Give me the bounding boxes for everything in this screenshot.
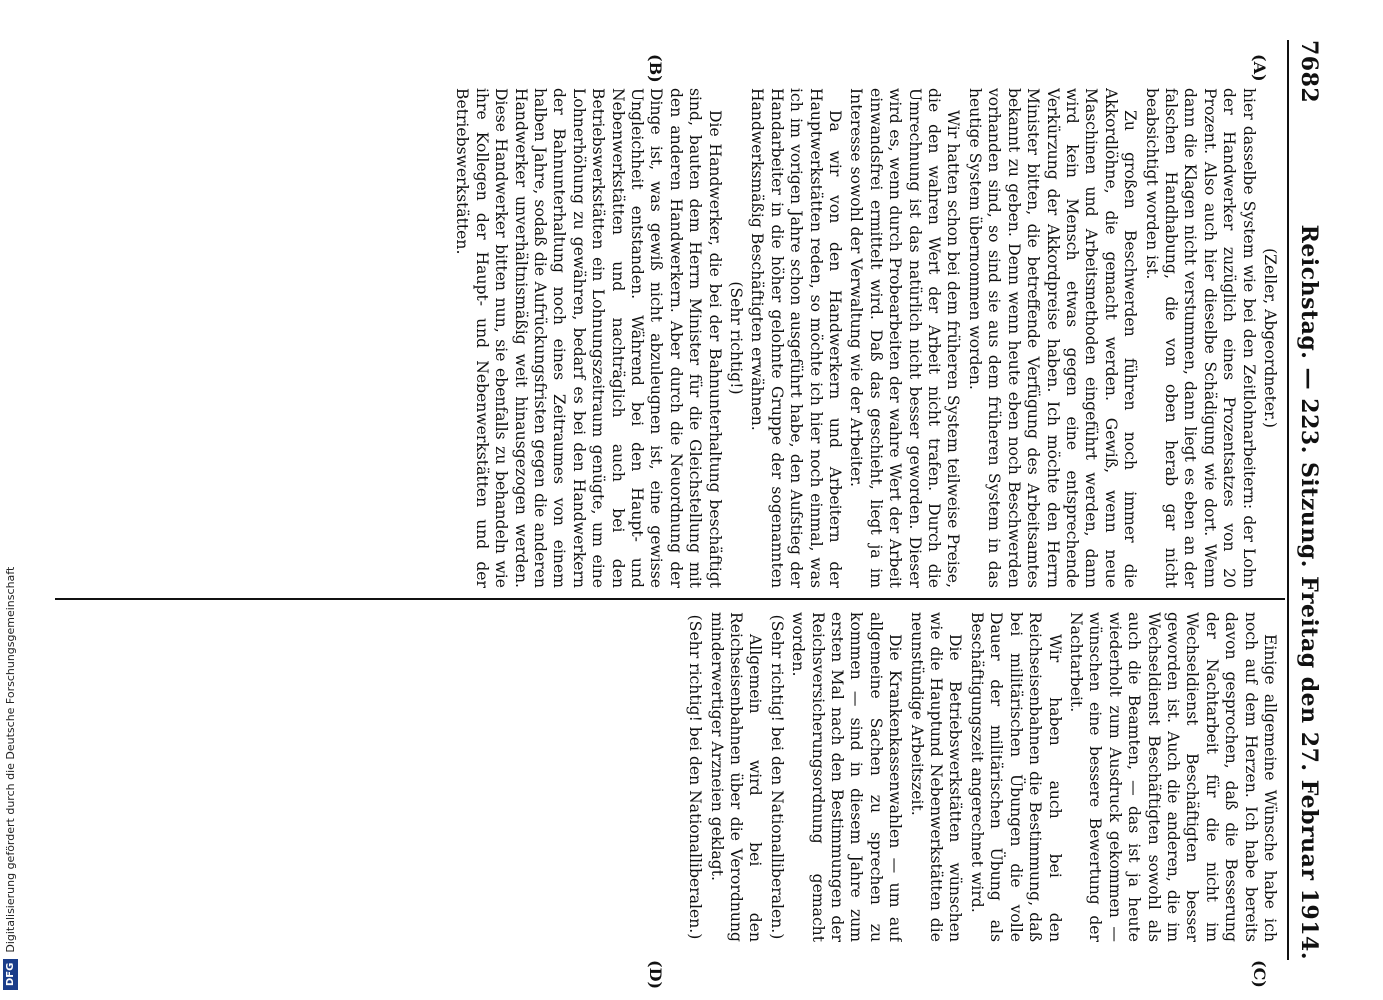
funding-text: Digitalisierung gefördert durch die Deutsche Forschungsgemeinschaft: [4, 566, 17, 953]
margin-letter-d: (D): [646, 960, 665, 990]
right-text-column: [39, 612, 1279, 942]
interjection: (Sehr richtig! bei den Nationalliberalen.): [767, 614, 786, 940]
interjection: (Sehr richtig!): [727, 281, 746, 395]
paragraph: hier dasselbe System wie bei den Zeitlohnarbeitern: der Lohn der Handwerker zuzüglich eines Prozentsatzes von 20 Prozent. Also auch hier dieselbe Schädigung wie dort. Wenn dann die Klagen nicht verstummen, dann liegt es eben an der falschen Handhabung, die von oben herab gar nicht beabsichtigt worden ist.: [1142, 88, 1258, 588]
header-rule: [1287, 40, 1289, 960]
paragraph: Allgemein wird bei den Reichseisenbahnen über die Verordnung minderwertiger Arzneien geklagt.: [707, 612, 765, 942]
interjection: (Sehr richtig! bei den Nationalliberalen.): [686, 614, 705, 940]
paragraph: Die Krankenkassenwahlen — um auf allgemeine Sachen zu sprechen zu kommen — sind in diesem Jahre zum ersten Mal nach den Bestimmungen der Reichsversicherungsordnung gemacht worden.: [789, 612, 905, 942]
paragraph: Zu großen Beschwerden führen noch immer die Akkordlöhne, die gemacht werden. Gewiß, wenn neue Maschinen und Arbeitsmethoden eingeführt werden, dann wird kein Mensch etwas gegen eine entsprechende Verkürzung der Akkordpreise haben. Ich möchte den Herrn Minister bitten, die betreffende Verfügung des Arbeitsamtes bekannt zu geben. Denn wenn heute eben noch Beschwerden vorhanden sind, so sind sie aus dem früheren System in das heutige System übernommen worden.: [965, 88, 1140, 588]
rotated-document-sheet: [35, 0, 1355, 1000]
paragraph: Die Handwerker, die bei der Bahnunterhaltung beschäftigt sind, bauten dem Herrn Minister für die Gleichstellung mit den anderen Handwerkern. Aber durch die Neuordnung der Dinge ist, was gewiß nicht abzuleugnen ist, eine gewisse Ungleichheit entstanden. Während bei den Haupt- und Nebenwerkstätten und nachträglich auch bei den Betriebswerkstätten ein Lohnungszeitraum genügte, um eine Lohnerhöhung zu gewähren, bedarf es bei den Handwerkern der Bahnunterhaltung noch eines Zeitraumes von einem halben Jahre, sodaß die Aufrückungsfristen gegen die anderen Handwerker unverhältnismäßig weit hinausgezogen werden. Diese Handwerker bitten nun, sie ebenfalls zu behandeln wie ihre Kollegen der Haupt- und Nebenwerkstätten und der Betriebswerkstätten.: [453, 88, 724, 588]
paragraph: Wir hatten schon bei dem früheren System teilweise Preise, die den wahren Wert der Arbeit nicht trafen. Durch die Umrechnung ist das natürlich nicht besser geworden. Dieser wird es, wenn durch Probearbeiten der wahre Wert der Arbeit einwandsfrei ermittelt wird. Daß das geschieht, liegt ja im Interesse sowohl der Verwaltung wie der Arbeiter.: [847, 88, 963, 588]
paragraph: Wir haben auch bei den Reichseisenbahnen die Bestimmung, daß bei militärischen Übungen die volle Dauer der militärischen Übung als Beschäftigungszeit angerechnet wird.: [967, 612, 1064, 942]
running-head: [1291, 40, 1327, 960]
paragraph: Die Betriebswerkstätten wünschen wie die Hauptund Nebenwerkstätten die neunstündige Arbeitszeit.: [907, 612, 965, 942]
margin-letter-a: (A): [1250, 54, 1269, 82]
page-title: Reichstag. — 223. Sitzung. Freitag den 27. Februar 1914.: [1296, 224, 1322, 960]
left-text-column: [39, 88, 1279, 588]
footer-strip: [0, 0, 22, 1000]
margin-letter-c: (C): [1250, 960, 1269, 988]
page-number: 7682: [1296, 40, 1322, 104]
funding-notice: [3, 0, 18, 990]
column-rule: [55, 598, 1285, 600]
dfg-logo-icon: DFG: [3, 959, 18, 990]
margin-letter-b: (B): [646, 54, 665, 83]
speaker-line: (Zeller, Abgeordneter.): [1261, 248, 1279, 428]
paragraph: Einige allgemeine Wünsche habe ich noch auf dem Herzen. Ich habe bereits davon gesprochen, daß die Besserung der Nachtarbeit für die nicht im Wechseldienst Beschäftigten besser geworden ist. Auch die anderen, die im Wechseldienst Beschäftigten sowohl als auch die Beamten, — das ist ja heute wiederholt zum Ausdruck gekommen — wünschen eine bessere Bewertung der Nachtarbeit.: [1066, 612, 1279, 942]
paragraph: Da wir von den Handwerkern und Arbeitern der Hauptwerkstätten reden, so möchte ich hier noch einmal, was ich im vorigen Jahre schon ausgeführt habe, den Aufstieg der Handarbeiter in die höher gelohnte Gruppe der sogenannten Handwerksmäßig Beschäftigten erwähnen.: [748, 88, 845, 588]
